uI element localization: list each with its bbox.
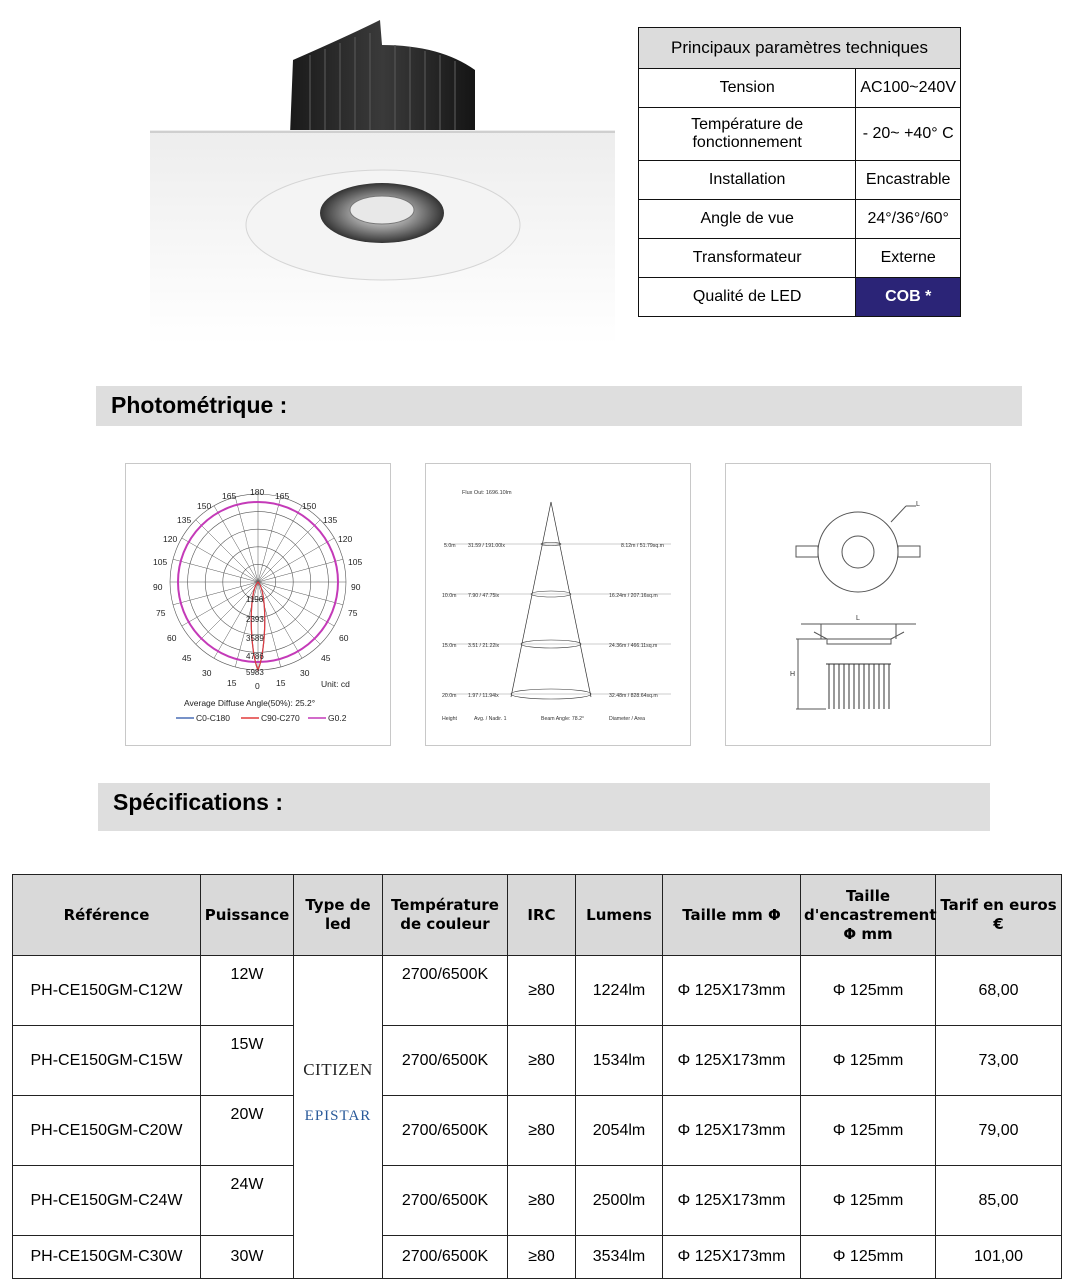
intensity-label: 2393	[246, 615, 264, 624]
angle-label: 165	[222, 491, 237, 501]
polar-grid-spoke	[258, 582, 343, 605]
angle-label: 105	[348, 557, 363, 567]
cell-lumens: 1534lm	[576, 1026, 663, 1096]
cell-irc: ≥80	[508, 1236, 576, 1279]
polar-grid-spoke	[258, 520, 320, 582]
dim-label-l-top: L	[916, 501, 920, 508]
table-row	[13, 956, 1062, 1026]
angle-label: 30	[202, 668, 212, 678]
polar-grid-spoke	[258, 497, 281, 582]
illuminance-cone-diagram	[426, 464, 690, 745]
intensity-label: 1196	[246, 595, 264, 604]
cell-color-temp: 2700/6500K	[383, 1166, 508, 1236]
cell-irc: ≥80	[508, 1026, 576, 1096]
cone-footer: Avg. / Nadir. 1	[474, 716, 507, 722]
param-value: 24°/36°/60°	[856, 200, 961, 239]
polar-diagram-panel	[125, 463, 391, 746]
cell-cutout: Φ 125mm	[801, 1026, 936, 1096]
table-row	[13, 1026, 1062, 1096]
angle-label: 165	[275, 491, 290, 501]
col-header-power: Puissance	[201, 875, 294, 956]
cell-price: 101,00	[936, 1236, 1062, 1279]
cone-height: 10.0m	[442, 593, 457, 599]
cell-size: Φ 125X173mm	[663, 1166, 801, 1236]
cone-footer: Beam Angle: 78.2°	[541, 716, 585, 722]
cell-size: Φ 125X173mm	[663, 1026, 801, 1096]
product-image	[150, 15, 615, 345]
section-title-specifications: Spécifications :	[98, 783, 990, 831]
angle-label: 0	[255, 681, 260, 691]
section-title-photometrique: Photométrique :	[96, 386, 1022, 426]
table-row	[13, 1236, 1062, 1279]
cone-height: 20.0m	[442, 693, 457, 699]
col-header-lumens: Lumens	[576, 875, 663, 956]
cone-height: 15.0m	[442, 643, 457, 649]
citizen-logo: CITIZEN	[303, 1059, 373, 1079]
cell-color-temp: 2700/6500K	[383, 1096, 508, 1166]
legend-c0: C0-C180	[196, 713, 231, 723]
dimension-drawing-panel	[725, 463, 991, 746]
spec-header-row	[13, 875, 1062, 956]
angle-label: 105	[153, 557, 168, 567]
flux-out-label: Flux Out: 1696.10lm	[462, 490, 512, 496]
cell-power: 20W	[201, 1096, 294, 1166]
cell-color-temp: 2700/6500K	[383, 1236, 508, 1279]
col-header-reference: Référence	[13, 875, 201, 956]
param-label: Qualité de LED	[639, 278, 856, 317]
legend-g02: G0.2	[328, 713, 347, 723]
angle-label: 150	[197, 501, 212, 511]
cell-color-temp: 2700/6500K	[383, 956, 508, 1026]
param-label: Angle de vue	[639, 200, 856, 239]
cell-reference: PH-CE150GM-C15W	[13, 1026, 201, 1096]
cone-lux: 1.97 / 11.94lx	[468, 693, 499, 699]
col-header-size: Taille mm Φ	[663, 875, 801, 956]
angle-label: 45	[182, 653, 192, 663]
polar-caption: Average Diffuse Angle(50%): 25.2°	[184, 698, 316, 708]
col-header-cutout: Taille d'encastrement Φ mm	[801, 875, 936, 956]
legend-c90: C90-C270	[261, 713, 300, 723]
cell-power: 30W	[201, 1236, 294, 1279]
angle-label: 120	[163, 534, 178, 544]
cell-cutout: Φ 125mm	[801, 1096, 936, 1166]
angle-label: 150	[302, 501, 317, 511]
cell-cutout: Φ 125mm	[801, 1166, 936, 1236]
cell-lumens: 2500lm	[576, 1166, 663, 1236]
angle-label: 60	[167, 633, 177, 643]
cell-price: 79,00	[936, 1096, 1062, 1166]
cone-footer: Diameter / Area	[609, 716, 646, 722]
illuminance-cone-panel	[425, 463, 691, 746]
cell-price: 85,00	[936, 1166, 1062, 1236]
param-value: Externe	[856, 239, 961, 278]
polar-grid-spoke	[173, 559, 258, 582]
cell-price: 68,00	[936, 956, 1062, 1026]
cell-price: 73,00	[936, 1026, 1062, 1096]
cell-size: Φ 125X173mm	[663, 1236, 801, 1279]
polar-grid-spoke	[235, 497, 258, 582]
param-label: Transformateur	[639, 239, 856, 278]
intensity-label: 4786	[246, 652, 264, 661]
col-header-color-temp: Température de couleur	[383, 875, 508, 956]
param-label: Tension	[639, 69, 856, 108]
angle-label: 30	[300, 668, 310, 678]
angle-label: 75	[348, 608, 358, 618]
angle-label: 90	[153, 582, 163, 592]
angle-label: 120	[338, 534, 353, 544]
polar-grid-spoke	[196, 520, 258, 582]
polar-unit: Unit: cd	[321, 679, 350, 689]
angle-label: 180	[250, 487, 265, 497]
cell-lumens: 3534lm	[576, 1236, 663, 1279]
cell-cutout: Φ 125mm	[801, 1236, 936, 1279]
dim-label-h: H	[790, 671, 796, 678]
polar-grid-spoke	[258, 506, 302, 582]
cone-diameter: 16.24m / 207.16sq.m	[609, 593, 658, 599]
cell-power: 24W	[201, 1166, 294, 1236]
epistar-logo: EPISTAR	[304, 1107, 372, 1124]
cell-reference: PH-CE150GM-C12W	[13, 956, 201, 1026]
cell-reference: PH-CE150GM-C24W	[13, 1166, 201, 1236]
param-value: AC100~240V	[856, 69, 961, 108]
col-header-price: Tarif en euros €	[936, 875, 1062, 956]
angle-label: 90	[351, 582, 361, 592]
polar-grid-spoke	[182, 538, 258, 582]
polar-diagram	[126, 464, 390, 745]
cone-diameter: 8.12m / 51.79sq.m	[621, 543, 664, 549]
specifications-table	[12, 874, 1062, 1279]
param-label: Température de fonctionnement	[639, 108, 856, 161]
col-header-irc: IRC	[508, 875, 576, 956]
angle-label: 60	[339, 633, 349, 643]
intensity-label: 3589	[246, 634, 264, 643]
polar-grid-spoke	[258, 582, 334, 626]
cell-color-temp: 2700/6500K	[383, 1026, 508, 1096]
angle-label: 75	[156, 608, 166, 618]
cell-cutout: Φ 125mm	[801, 956, 936, 1026]
cone-height: 5.0m	[444, 543, 456, 549]
cell-irc: ≥80	[508, 1096, 576, 1166]
param-value: Encastrable	[856, 161, 961, 200]
dimension-drawing	[726, 464, 990, 745]
angle-label: 135	[177, 515, 192, 525]
polar-grid-spoke	[214, 506, 258, 582]
cell-reference: PH-CE150GM-C30W	[13, 1236, 201, 1279]
cone-footer: Height	[442, 716, 457, 722]
cell-lumens: 2054lm	[576, 1096, 663, 1166]
cell-power: 12W	[201, 956, 294, 1026]
cone-lux: 7.90 / 47.75lx	[468, 593, 500, 599]
cell-irc: ≥80	[508, 956, 576, 1026]
cell-size: Φ 125X173mm	[663, 1096, 801, 1166]
col-header-led-type: Type de led	[294, 875, 383, 956]
table-row	[13, 1166, 1062, 1236]
table-row	[13, 1096, 1062, 1166]
cell-power: 15W	[201, 1026, 294, 1096]
technical-parameters-table	[638, 27, 961, 317]
cone-lux: 3.51 / 21.22lx	[468, 643, 500, 649]
polar-grid-spoke	[258, 559, 343, 582]
polar-grid-spoke	[258, 538, 334, 582]
angle-label: 15	[227, 678, 237, 688]
cone-diameter: 24.36m / 466.11sq.m	[609, 643, 658, 649]
cell-led-type	[294, 956, 383, 1279]
param-value-highlight: COB *	[856, 278, 961, 317]
cell-irc: ≥80	[508, 1166, 576, 1236]
param-value: - 20~ +40° C	[856, 108, 961, 161]
cone-diameter: 32.48m / 828.64sq.m	[609, 693, 658, 699]
cell-lumens: 1224lm	[576, 956, 663, 1026]
polar-grid-spoke	[258, 582, 320, 644]
angle-label: 15	[276, 678, 286, 688]
dim-label-l: L	[856, 615, 860, 622]
cell-size: Φ 125X173mm	[663, 956, 801, 1026]
param-label: Installation	[639, 161, 856, 200]
intensity-label: 5983	[246, 668, 264, 677]
cell-reference: PH-CE150GM-C20W	[13, 1096, 201, 1166]
angle-label: 45	[321, 653, 331, 663]
angle-label: 135	[323, 515, 338, 525]
cone-lux: 31.59 / 191.00lx	[468, 543, 505, 549]
params-title: Principaux paramètres techniques	[639, 28, 961, 69]
